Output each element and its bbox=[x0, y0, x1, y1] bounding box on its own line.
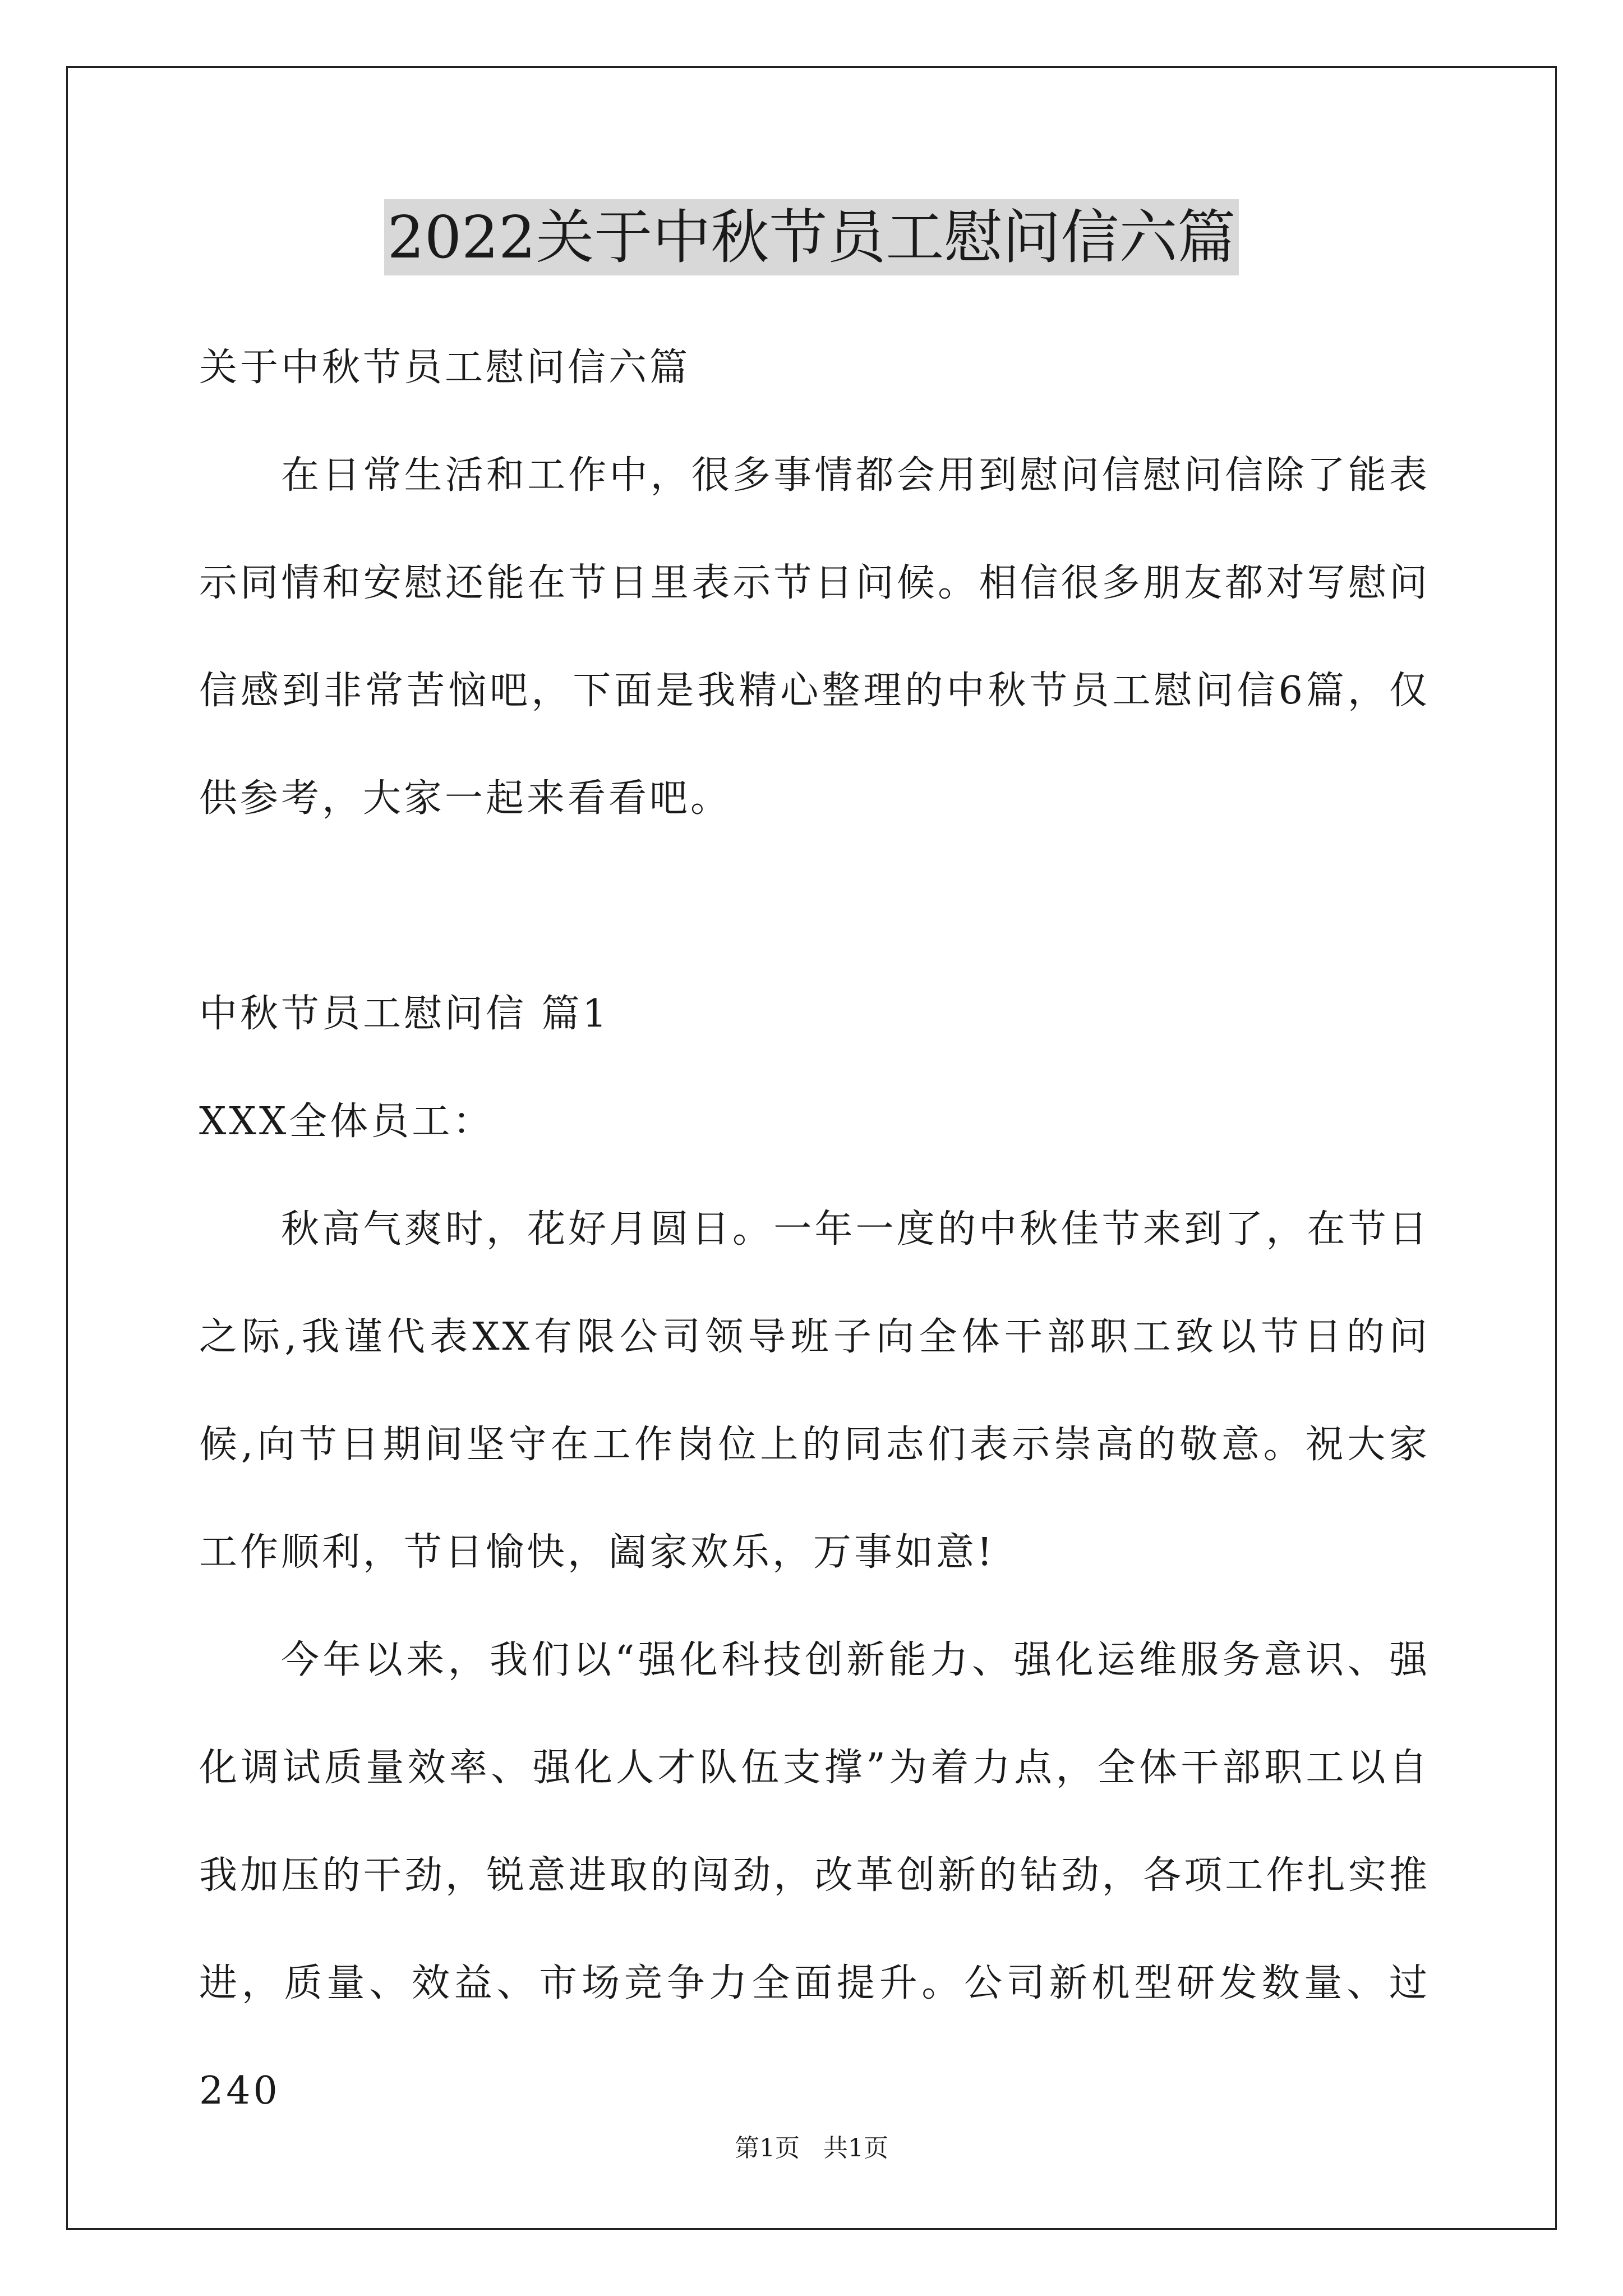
salutation: XXX全体员工： bbox=[199, 1099, 494, 1144]
page-footer bbox=[0, 2132, 1623, 2165]
title-container bbox=[0, 199, 1623, 275]
document-body bbox=[199, 314, 1430, 2145]
intro-paragraph: 在日常生活和工作中，很多事情都会用到慰问信慰问信除了能表示同情和安慰还能在节日里表示节日问候。相信很多朋友都对写慰问信感到非常苦恼吧，下面是我精心整理的中秋节员工慰问信6篇，仅供参考，大家一起来看看吧。 bbox=[199, 453, 1430, 821]
document-title: 2022关于中秋节员工慰问信六篇 bbox=[384, 199, 1239, 275]
page-count: 共1页 bbox=[823, 2134, 888, 2162]
body-paragraph: 秋高气爽时，花好月圆日。一年一度的中秋佳节来到了，在节日之际,我谨代表XX有限公司领导班子向全体干部职工致以节日的问候,向节日期间坚守在工作岗位上的同志们表示崇高的敬意。祝大家工作顺利，节日愉快，阖家欢乐，万事如意! bbox=[199, 1207, 1430, 1575]
section-heading: 中秋节员工慰问信 篇1 bbox=[199, 992, 610, 1036]
body-paragraph: 今年以来，我们以“强化科技创新能力、强化运维服务意识、强化调试质量效率、强化人才队伍支撑”为着力点，全体干部职工以自我加压的干劲，锐意进取的闯劲，改革创新的钻劲，各项工作扎实推进，质量、效益、市场竞争力全面提升。公司新机型研发数量、过240 bbox=[199, 1638, 1430, 2113]
spacer bbox=[199, 853, 1430, 960]
subtitle-paragraph: 关于中秋节员工慰问信六篇 bbox=[199, 346, 691, 390]
page-number: 第1页 bbox=[735, 2134, 800, 2162]
